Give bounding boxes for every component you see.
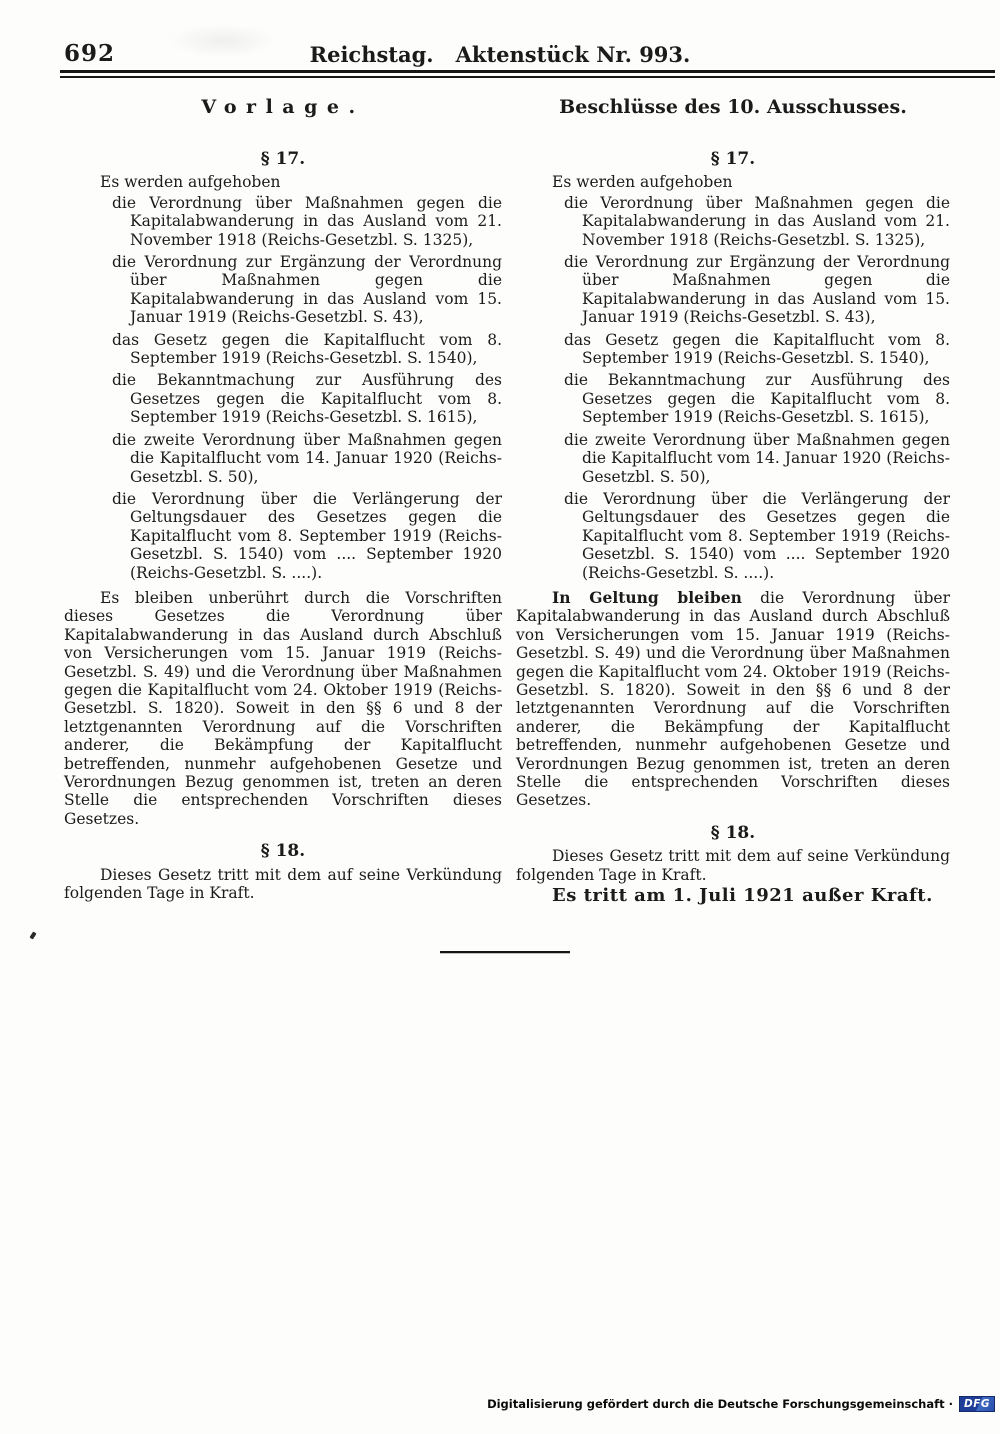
header-publication: Reichstag. [309, 42, 434, 67]
section-18-heading: § 18. [260, 841, 306, 862]
list-item: das Gesetz gegen die Kapitalflucht vom 8. September 1919 (Reichs-Gesetzbl. S. 1540), [112, 330, 502, 368]
paragraph-rest: die Verordnung über Kapitalabwanderung in das Ausland durch Abschluß von Versicherungen vom 15. Januar 1919 (Reichs-Gesetzbl. S. 49) und die Verordnung über Maßnahmen gegen die Kapitalflucht vom 24. Oktober 1919 (Reichs-Gesetzbl. S. 1820). Soweit in den §§ 6 und 8 der letztgenannten Verordnung auf die Vorschriften anderer, die Bekämpfung der Kapitalflucht betreffenden, nunmehr aufgehobenen Gesetze und Verordnungen Bezug genommen ist, treten an deren Stelle die entsprechenden Vorschriften dieses Gesetzes. [516, 588, 950, 810]
column-heading-beschluesse: Beschlüsse des 10. Ausschusses. [559, 96, 907, 118]
dfg-logo: DFG [959, 1396, 995, 1412]
section-17-intro: Es werden aufgehoben [100, 173, 281, 192]
page-number: 692 [64, 40, 116, 67]
scan-artifact [29, 931, 36, 939]
digitization-footer [487, 1395, 995, 1413]
section-17-paragraph: Es bleiben unberührt durch die Vorschriften dieses Gesetzes die Verordnung über Kapitalabwanderung in das Ausland durch Abschluß von Versicherungen vom 15. Januar 1919 (Reichs-Gesetzbl. S. 49) und die Verordnung über Maßnahmen gegen die Kapitalflucht vom 24. Oktober 1919 (Reichs-Gesetzbl. S. 1820). Soweit in den §§ 6 und 8 der letztgenannten Verordnung auf die Vorschriften anderer, die Bekämpfung der Kapitalflucht betreffenden, nunmehr aufgehobenen Gesetze und Verordnungen Bezug genommen ist, treten an deren Stelle die entsprechenden Vorschriften dieses Gesetzes. [64, 588, 502, 828]
list-item: die zweite Verordnung über Maßnahmen gegen die Kapitalflucht vom 14. Januar 1920 (Reichs-Gesetzbl. S. 50), [564, 430, 950, 486]
section-17-heading: § 17. [260, 149, 306, 169]
list-item: die Bekanntmachung zur Ausführung des Gesetzes gegen die Kapitalflucht vom 8. September 1919 (Reichs-Gesetzbl. S. 1615), [564, 371, 950, 427]
column-vorlage [64, 150, 502, 902]
page-title [0, 42, 1000, 67]
section-17-heading: § 17. [710, 149, 756, 169]
column-beschluesse [516, 150, 950, 905]
end-divider-rule [440, 951, 570, 953]
column-heading-vorlage: Vorlage. [201, 96, 365, 118]
section-17-intro: Es werden aufgehoben [552, 173, 733, 192]
footer-credit-text: Digitalisierung gefördert durch die Deutsche Forschungsgemeinschaft · [487, 1397, 953, 1411]
list-item: die Verordnung zur Ergänzung der Verordnung über Maßnahmen gegen die Kapitalabwanderung in das Ausland vom 15. Januar 1919 (Reichs-Gesetzbl. S. 43), [112, 253, 502, 327]
section-18-text: Dieses Gesetz tritt mit dem auf seine Verkündung folgenden Tage in Kraft. [516, 847, 950, 884]
list-item: die Verordnung zur Ergänzung der Verordnung über Maßnahmen gegen die Kapitalabwanderung in das Ausland vom 15. Januar 1919 (Reichs-Gesetzbl. S. 43), [564, 253, 950, 327]
list-item: die Verordnung über Maßnahmen gegen die Kapitalabwanderung in das Ausland vom 21. November 1918 (Reichs-Gesetzbl. S. 1325), [564, 193, 950, 249]
list-item: die zweite Verordnung über Maßnahmen gegen die Kapitalflucht vom 14. Januar 1920 (Reichs-Gesetzbl. S. 50), [112, 430, 502, 486]
list-item: die Verordnung über Maßnahmen gegen die Kapitalabwanderung in das Ausland vom 21. November 1918 (Reichs-Gesetzbl. S. 1325), [112, 193, 502, 249]
section-17-paragraph [516, 589, 950, 810]
header-divider-rule [60, 70, 995, 78]
header-document-number: Aktenstück Nr. 993. [455, 42, 691, 67]
section-18-text: Dieses Gesetz tritt mit dem auf seine Verkündung folgenden Tage in Kraft. [64, 865, 502, 903]
list-item: die Verordnung über die Verlängerung der Geltungsdauer des Gesetzes gegen die Kapitalflucht vom 8. September 1919 (Reichs-Gesetzbl. S. 1540) vom .... September 1920 (Reichs-Gesetzbl. S. ....). [564, 489, 950, 582]
section-18-closing-bold: Es tritt am 1. Juli 1921 außer Kraft. [552, 885, 933, 907]
paragraph-bold-lead: In Geltung bleiben [552, 587, 742, 607]
list-item: das Gesetz gegen die Kapitalflucht vom 8. September 1919 (Reichs-Gesetzbl. S. 1540), [564, 330, 950, 368]
list-item: die Bekanntmachung zur Ausführung des Gesetzes gegen die Kapitalflucht vom 8. September 1919 (Reichs-Gesetzbl. S. 1615), [112, 371, 502, 427]
section-18-heading: § 18. [710, 822, 756, 843]
list-item: die Verordnung über die Verlängerung der Geltungsdauer des Gesetzes gegen die Kapitalflucht vom 8. September 1919 (Reichs-Gesetzbl. S. 1540) vom .... September 1920 (Reichs-Gesetzbl. S. ....). [112, 489, 502, 582]
